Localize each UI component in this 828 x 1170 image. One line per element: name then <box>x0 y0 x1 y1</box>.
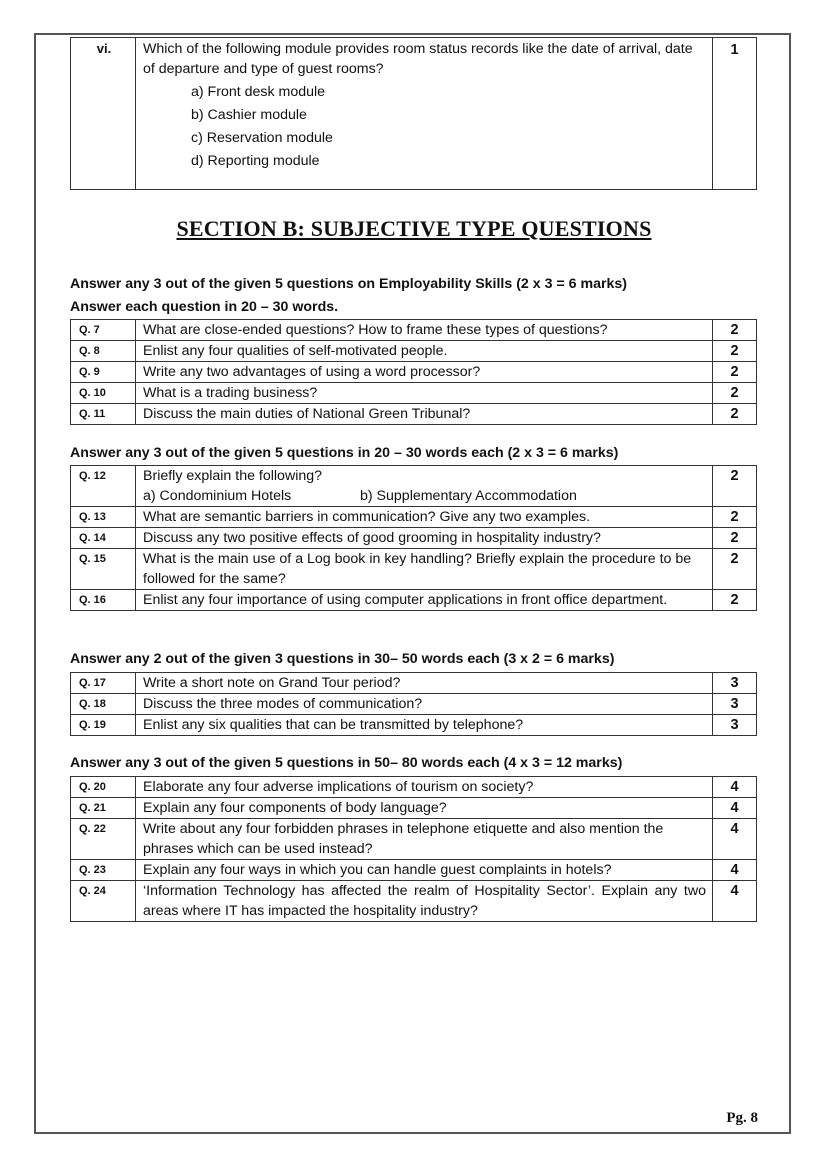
group1-word-limit: Answer each question in 20 – 30 words. <box>70 299 339 315</box>
question-text: Write a short note on Grand Tour period? <box>136 673 713 694</box>
question-marks: 4 <box>713 881 757 922</box>
question-marks: 2 <box>713 466 757 507</box>
table-row <box>71 383 757 404</box>
table-row <box>71 819 757 860</box>
option-a: a) Front desk module <box>191 84 326 100</box>
question-marks: 2 <box>713 590 757 611</box>
question-number: Q. 19 <box>71 715 136 736</box>
group2-table <box>70 465 757 611</box>
table-row <box>71 590 757 611</box>
table-row <box>71 362 757 383</box>
question-text: Elaborate any four adverse implications of tourism on society? <box>136 777 713 798</box>
question-marks: 3 <box>713 715 757 736</box>
question-text: Discuss the main duties of National Green Tribunal? <box>136 404 713 425</box>
table-row <box>71 404 757 425</box>
question-marks: 2 <box>713 507 757 528</box>
table-row <box>71 881 757 922</box>
question-marks: 3 <box>713 673 757 694</box>
table-row <box>71 528 757 549</box>
page-number: Pg. 8 <box>726 1110 758 1126</box>
question-text: Which of the following module provides room status records like the date of arrival, date of departure and type of guest rooms? <box>143 41 693 77</box>
question-text: Explain any four components of body language? <box>136 798 713 819</box>
question-number: Q. 13 <box>71 507 136 528</box>
question-text: What is the main use of a Log book in key handling? Briefly explain the procedure to be followed for the same? <box>136 549 713 590</box>
table-row <box>71 549 757 590</box>
question-text: Explain any four ways in which you can handle guest complaints in hotels? <box>136 860 713 881</box>
question-marks: 2 <box>713 404 757 425</box>
table-row <box>71 860 757 881</box>
question-number: Q. 16 <box>71 590 136 611</box>
group4-instruction: Answer any 3 out of the given 5 questions in 50– 80 words each (4 x 3 = 12 marks) <box>70 755 623 771</box>
group3-table <box>70 672 757 736</box>
question-marks: 3 <box>713 694 757 715</box>
question-number: Q. 8 <box>71 341 136 362</box>
question-marks: 4 <box>713 819 757 860</box>
table-row <box>71 673 757 694</box>
question-number: Q. 10 <box>71 383 136 404</box>
question-number: Q. 21 <box>71 798 136 819</box>
question-number: Q. 22 <box>71 819 136 860</box>
table-row <box>71 694 757 715</box>
question-text: Write any two advantages of using a word processor? <box>136 362 713 383</box>
question-text: ‘Information Technology has affected the realm of Hospitality Sector’. Explain any two areas where IT has impacted the hospitality industry? <box>136 881 713 922</box>
group2-instruction: Answer any 3 out of the given 5 questions in 20 – 30 words each (2 x 3 = 6 marks) <box>70 445 619 461</box>
question-marks: 2 <box>713 320 757 341</box>
question-text: Discuss the three modes of communication? <box>136 694 713 715</box>
question-marks: 4 <box>713 860 757 881</box>
question-number: Q. 15 <box>71 549 136 590</box>
question-marks: 2 <box>713 549 757 590</box>
question-number: Q. 11 <box>71 404 136 425</box>
question-number: Q. 14 <box>71 528 136 549</box>
question-text: Discuss any two positive effects of good grooming in hospitality industry? <box>136 528 713 549</box>
question-text-cell <box>136 38 713 190</box>
question-number: Q. 23 <box>71 860 136 881</box>
question-marks: 2 <box>713 528 757 549</box>
question-marks: 4 <box>713 798 757 819</box>
question-row <box>71 38 757 190</box>
table-row <box>71 777 757 798</box>
question-marks: 4 <box>713 777 757 798</box>
table-row <box>71 715 757 736</box>
table-row <box>71 507 757 528</box>
question-number: vi. <box>71 38 136 190</box>
question-text: What are close-ended questions? How to frame these types of questions? <box>136 320 713 341</box>
group4-table <box>70 776 757 922</box>
table-row <box>71 341 757 362</box>
option-b: b) Cashier module <box>191 107 307 123</box>
table-row <box>71 798 757 819</box>
question-number: Q. 20 <box>71 777 136 798</box>
question-number: Q. 12 <box>71 466 136 507</box>
option-a: a) Condominium Hotels <box>143 488 292 504</box>
option-c: c) Reservation module <box>191 130 333 146</box>
question-number: Q. 24 <box>71 881 136 922</box>
question-number: Q. 18 <box>71 694 136 715</box>
group1-instruction: Answer any 3 out of the given 5 questions on Employability Skills (2 x 3 = 6 marks) <box>70 276 628 292</box>
question-text: Enlist any four importance of using computer applications in front office department. <box>136 590 713 611</box>
question-marks: 2 <box>713 362 757 383</box>
question-number: Q. 17 <box>71 673 136 694</box>
question-text: What are semantic barriers in communication? Give any two examples. <box>136 507 713 528</box>
section-title: SECTION B: SUBJECTIVE TYPE QUESTIONS <box>176 216 652 241</box>
option-b: b) Supplementary Accommodation <box>360 488 577 504</box>
question-vi-table <box>70 37 757 190</box>
question-text: Briefly explain the following? <box>143 468 323 484</box>
question-text: Write about any four forbidden phrases in telephone etiquette and also mention the phrases which can be used instead? <box>136 819 713 860</box>
question-text: What is a trading business? <box>136 383 713 404</box>
question-marks: 2 <box>713 341 757 362</box>
question-marks: 1 <box>713 38 757 190</box>
group3-instruction: Answer any 2 out of the given 3 questions in 30– 50 words each (3 x 2 = 6 marks) <box>70 651 615 667</box>
option-d: d) Reporting module <box>191 153 320 169</box>
question-number: Q. 7 <box>71 320 136 341</box>
question-text: Enlist any six qualities that can be transmitted by telephone? <box>136 715 713 736</box>
question-text: Enlist any four qualities of self-motivated people. <box>136 341 713 362</box>
table-row <box>71 320 757 341</box>
question-marks: 2 <box>713 383 757 404</box>
question-number: Q. 9 <box>71 362 136 383</box>
table-row <box>71 466 757 507</box>
group1-table <box>70 319 757 425</box>
question-text-cell <box>136 466 713 507</box>
